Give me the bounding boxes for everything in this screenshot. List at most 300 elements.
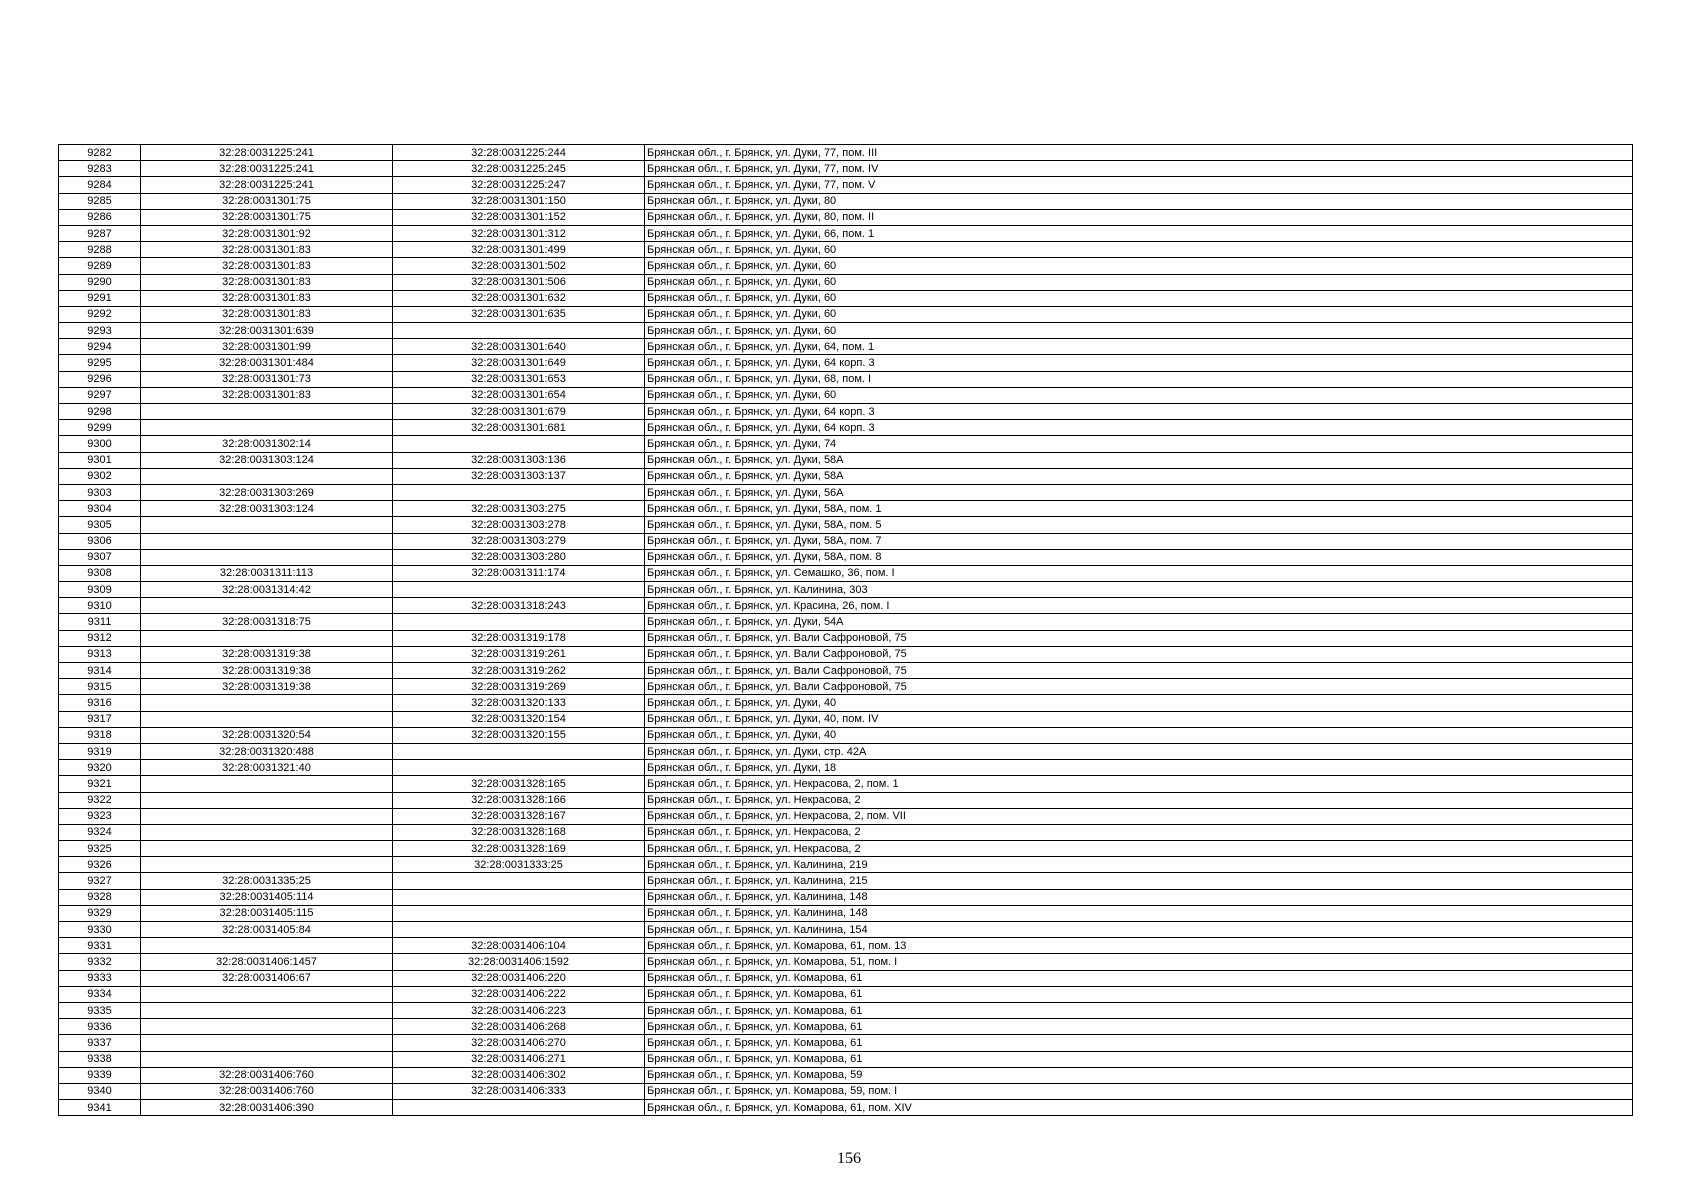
table-row	[59, 711, 1633, 727]
row-number-cell: 9329	[59, 905, 141, 921]
object-cadastral-number-cell	[393, 889, 645, 905]
address-cell: Брянская обл., г. Брянск, ул. Дуки, 60	[645, 242, 1633, 258]
address-cell: Брянская обл., г. Брянск, ул. Некрасова, 2, пом. 1	[645, 776, 1633, 792]
table-row	[59, 841, 1633, 857]
address-cell: Брянская обл., г. Брянск, ул. Дуки, 58А	[645, 468, 1633, 484]
address-cell: Брянская обл., г. Брянск, ул. Дуки, 64 корп. 3	[645, 404, 1633, 420]
address-cell: Брянская обл., г. Брянск, ул. Комарова, 61	[645, 970, 1633, 986]
address-cell: Брянская обл., г. Брянск, ул. Дуки, 60	[645, 323, 1633, 339]
parcel-cadastral-number-cell: 32:28:0031301:73	[141, 371, 393, 387]
row-number-cell: 9313	[59, 646, 141, 662]
address-cell: Брянская обл., г. Брянск, ул. Дуки, 58А, пом. 7	[645, 533, 1633, 549]
row-number-cell: 9297	[59, 387, 141, 403]
object-cadastral-number-cell: 32:28:0031301:152	[393, 209, 645, 225]
parcel-cadastral-number-cell	[141, 549, 393, 565]
address-cell: Брянская обл., г. Брянск, ул. Дуки, 60	[645, 290, 1633, 306]
table-row	[59, 1083, 1633, 1099]
row-number-cell: 9320	[59, 760, 141, 776]
row-number-cell: 9289	[59, 258, 141, 274]
object-cadastral-number-cell: 32:28:0031320:155	[393, 727, 645, 743]
table-row	[59, 743, 1633, 759]
address-cell: Брянская обл., г. Брянск, ул. Дуки, 64 корп. 3	[645, 355, 1633, 371]
table-row	[59, 808, 1633, 824]
object-cadastral-number-cell: 32:28:0031303:280	[393, 549, 645, 565]
row-number-cell: 9323	[59, 808, 141, 824]
row-number-cell: 9301	[59, 452, 141, 468]
table-row	[59, 630, 1633, 646]
row-number-cell: 9305	[59, 517, 141, 533]
object-cadastral-number-cell: 32:28:0031328:169	[393, 841, 645, 857]
parcel-cadastral-number-cell	[141, 824, 393, 840]
parcel-cadastral-number-cell: 32:28:0031301:484	[141, 355, 393, 371]
object-cadastral-number-cell: 32:28:0031301:679	[393, 404, 645, 420]
object-cadastral-number-cell: 32:28:0031328:168	[393, 824, 645, 840]
object-cadastral-number-cell: 32:28:0031301:653	[393, 371, 645, 387]
address-cell: Брянская обл., г. Брянск, ул. Некрасова, 2	[645, 824, 1633, 840]
object-cadastral-number-cell	[393, 873, 645, 889]
parcel-cadastral-number-cell: 32:28:0031406:1457	[141, 954, 393, 970]
address-cell: Брянская обл., г. Брянск, ул. Дуки, 40	[645, 695, 1633, 711]
table-row	[59, 323, 1633, 339]
address-cell: Брянская обл., г. Брянск, ул. Дуки, 58А, пом. 8	[645, 549, 1633, 565]
object-cadastral-number-cell: 32:28:0031406:1592	[393, 954, 645, 970]
row-number-cell: 9319	[59, 743, 141, 759]
row-number-cell: 9321	[59, 776, 141, 792]
parcel-cadastral-number-cell	[141, 1051, 393, 1067]
table-row	[59, 420, 1633, 436]
parcel-cadastral-number-cell: 32:28:0031319:38	[141, 646, 393, 662]
table-row	[59, 387, 1633, 403]
row-number-cell: 9337	[59, 1035, 141, 1051]
address-cell: Брянская обл., г. Брянск, ул. Дуки, 77, пом. III	[645, 145, 1633, 161]
row-number-cell: 9340	[59, 1083, 141, 1099]
table-row	[59, 873, 1633, 889]
object-cadastral-number-cell	[393, 905, 645, 921]
parcel-cadastral-number-cell: 32:28:0031406:760	[141, 1083, 393, 1099]
parcel-cadastral-number-cell	[141, 468, 393, 484]
address-cell: Брянская обл., г. Брянск, ул. Вали Сафроновой, 75	[645, 646, 1633, 662]
parcel-cadastral-number-cell: 32:28:0031405:114	[141, 889, 393, 905]
address-cell: Брянская обл., г. Брянск, ул. Дуки, 54А	[645, 614, 1633, 630]
address-cell: Брянская обл., г. Брянск, ул. Калинина, 219	[645, 857, 1633, 873]
table-row	[59, 1051, 1633, 1067]
row-number-cell: 9315	[59, 679, 141, 695]
address-cell: Брянская обл., г. Брянск, ул. Дуки, 64 корп. 3	[645, 420, 1633, 436]
parcel-cadastral-number-cell	[141, 1019, 393, 1035]
object-cadastral-number-cell: 32:28:0031301:632	[393, 290, 645, 306]
row-number-cell: 9295	[59, 355, 141, 371]
parcel-cadastral-number-cell: 32:28:0031311:113	[141, 565, 393, 581]
parcel-cadastral-number-cell: 32:28:0031318:75	[141, 614, 393, 630]
address-cell: Брянская обл., г. Брянск, ул. Некрасова, 2, пом. VII	[645, 808, 1633, 824]
table-row	[59, 517, 1633, 533]
object-cadastral-number-cell: 32:28:0031319:178	[393, 630, 645, 646]
object-cadastral-number-cell: 32:28:0031406:333	[393, 1083, 645, 1099]
parcel-cadastral-number-cell	[141, 404, 393, 420]
row-number-cell: 9282	[59, 145, 141, 161]
table-row	[59, 1002, 1633, 1018]
table-row	[59, 274, 1633, 290]
object-cadastral-number-cell	[393, 614, 645, 630]
address-cell: Брянская обл., г. Брянск, ул. Комарова, 61	[645, 1019, 1633, 1035]
parcel-cadastral-number-cell	[141, 1035, 393, 1051]
table-row	[59, 857, 1633, 873]
parcel-cadastral-number-cell: 32:28:0031301:75	[141, 209, 393, 225]
object-cadastral-number-cell	[393, 323, 645, 339]
row-number-cell: 9341	[59, 1100, 141, 1116]
row-number-cell: 9317	[59, 711, 141, 727]
address-cell: Брянская обл., г. Брянск, ул. Комарова, 61	[645, 1035, 1633, 1051]
table-row	[59, 468, 1633, 484]
table-row	[59, 242, 1633, 258]
parcel-cadastral-number-cell: 32:28:0031301:99	[141, 339, 393, 355]
object-cadastral-number-cell: 32:28:0031311:174	[393, 565, 645, 581]
object-cadastral-number-cell: 32:28:0031320:154	[393, 711, 645, 727]
parcel-cadastral-number-cell: 32:28:0031406:67	[141, 970, 393, 986]
table-row	[59, 371, 1633, 387]
table-row	[59, 663, 1633, 679]
row-number-cell: 9339	[59, 1067, 141, 1083]
row-number-cell: 9283	[59, 161, 141, 177]
parcel-cadastral-number-cell: 32:28:0031303:269	[141, 484, 393, 500]
parcel-cadastral-number-cell	[141, 841, 393, 857]
parcel-cadastral-number-cell	[141, 986, 393, 1002]
parcel-cadastral-number-cell: 32:28:0031406:390	[141, 1100, 393, 1116]
object-cadastral-number-cell: 32:28:0031320:133	[393, 695, 645, 711]
object-cadastral-number-cell: 32:28:0031301:499	[393, 242, 645, 258]
table-row	[59, 339, 1633, 355]
address-cell: Брянская обл., г. Брянск, ул. Калинина, 148	[645, 889, 1633, 905]
parcel-cadastral-number-cell: 32:28:0031301:83	[141, 242, 393, 258]
address-cell: Брянская обл., г. Брянск, ул. Калинина, 215	[645, 873, 1633, 889]
row-number-cell: 9335	[59, 1002, 141, 1018]
object-cadastral-number-cell: 32:28:0031301:506	[393, 274, 645, 290]
address-cell: Брянская обл., г. Брянск, ул. Вали Сафроновой, 75	[645, 679, 1633, 695]
object-cadastral-number-cell: 32:28:0031301:649	[393, 355, 645, 371]
object-cadastral-number-cell	[393, 1100, 645, 1116]
address-cell: Брянская обл., г. Брянск, ул. Вали Сафроновой, 75	[645, 630, 1633, 646]
object-cadastral-number-cell	[393, 582, 645, 598]
row-number-cell: 9308	[59, 565, 141, 581]
parcel-cadastral-number-cell: 32:28:0031320:54	[141, 727, 393, 743]
row-number-cell: 9318	[59, 727, 141, 743]
table-row	[59, 986, 1633, 1002]
parcel-cadastral-number-cell: 32:28:0031321:40	[141, 760, 393, 776]
table-row	[59, 565, 1633, 581]
address-cell: Брянская обл., г. Брянск, ул. Дуки, 60	[645, 387, 1633, 403]
address-cell: Брянская обл., г. Брянск, ул. Комарова, 51, пом. I	[645, 954, 1633, 970]
row-number-cell: 9316	[59, 695, 141, 711]
table-row	[59, 727, 1633, 743]
table-row	[59, 1035, 1633, 1051]
table-row	[59, 355, 1633, 371]
parcel-cadastral-number-cell	[141, 598, 393, 614]
parcel-cadastral-number-cell: 32:28:0031319:38	[141, 663, 393, 679]
object-cadastral-number-cell: 32:28:0031303:278	[393, 517, 645, 533]
address-cell: Брянская обл., г. Брянск, ул. Дуки, 80, пом. II	[645, 209, 1633, 225]
parcel-cadastral-number-cell	[141, 533, 393, 549]
parcel-cadastral-number-cell: 32:28:0031301:639	[141, 323, 393, 339]
row-number-cell: 9291	[59, 290, 141, 306]
table-row	[59, 776, 1633, 792]
object-cadastral-number-cell: 32:28:0031318:243	[393, 598, 645, 614]
address-cell: Брянская обл., г. Брянск, ул. Дуки, 80	[645, 193, 1633, 209]
row-number-cell: 9288	[59, 242, 141, 258]
table-row	[59, 598, 1633, 614]
address-cell: Брянская обл., г. Брянск, ул. Дуки, 60	[645, 274, 1633, 290]
address-cell: Брянская обл., г. Брянск, ул. Дуки, 60	[645, 306, 1633, 322]
parcel-cadastral-number-cell	[141, 1002, 393, 1018]
table-row	[59, 145, 1633, 161]
object-cadastral-number-cell: 32:28:0031319:261	[393, 646, 645, 662]
table-row	[59, 501, 1633, 517]
parcel-cadastral-number-cell: 32:28:0031225:241	[141, 145, 393, 161]
parcel-cadastral-number-cell: 32:28:0031320:488	[141, 743, 393, 759]
address-cell: Брянская обл., г. Брянск, ул. Комарова, 61	[645, 1002, 1633, 1018]
row-number-cell: 9292	[59, 306, 141, 322]
object-cadastral-number-cell: 32:28:0031303:136	[393, 452, 645, 468]
parcel-cadastral-number-cell: 32:28:0031335:25	[141, 873, 393, 889]
object-cadastral-number-cell	[393, 743, 645, 759]
parcel-cadastral-number-cell	[141, 711, 393, 727]
property-table	[58, 144, 1633, 1116]
table-row	[59, 922, 1633, 938]
object-cadastral-number-cell: 32:28:0031319:269	[393, 679, 645, 695]
object-cadastral-number-cell	[393, 436, 645, 452]
parcel-cadastral-number-cell: 32:28:0031314:42	[141, 582, 393, 598]
object-cadastral-number-cell: 32:28:0031301:502	[393, 258, 645, 274]
table-row	[59, 225, 1633, 241]
object-cadastral-number-cell: 32:28:0031319:262	[393, 663, 645, 679]
parcel-cadastral-number-cell	[141, 517, 393, 533]
address-cell: Брянская обл., г. Брянск, ул. Комарова, 61, пом. 13	[645, 938, 1633, 954]
table-row	[59, 533, 1633, 549]
page-number: 156	[837, 1150, 861, 1167]
address-cell: Брянская обл., г. Брянск, ул. Комарова, 61, пом. XIV	[645, 1100, 1633, 1116]
address-cell: Брянская обл., г. Брянск, ул. Некрасова, 2	[645, 792, 1633, 808]
address-cell: Брянская обл., г. Брянск, ул. Дуки, 74	[645, 436, 1633, 452]
parcel-cadastral-number-cell: 32:28:0031301:92	[141, 225, 393, 241]
table-row	[59, 970, 1633, 986]
object-cadastral-number-cell: 32:28:0031328:166	[393, 792, 645, 808]
address-cell: Брянская обл., г. Брянск, ул. Дуки, 58А	[645, 452, 1633, 468]
row-number-cell: 9287	[59, 225, 141, 241]
row-number-cell: 9294	[59, 339, 141, 355]
address-cell: Брянская обл., г. Брянск, ул. Дуки, 18	[645, 760, 1633, 776]
table-row	[59, 484, 1633, 500]
object-cadastral-number-cell: 32:28:0031333:25	[393, 857, 645, 873]
table-row	[59, 582, 1633, 598]
address-cell: Брянская обл., г. Брянск, ул. Дуки, 77, пом. V	[645, 177, 1633, 193]
object-cadastral-number-cell: 32:28:0031406:104	[393, 938, 645, 954]
row-number-cell: 9285	[59, 193, 141, 209]
parcel-cadastral-number-cell	[141, 695, 393, 711]
row-number-cell: 9284	[59, 177, 141, 193]
row-number-cell: 9306	[59, 533, 141, 549]
parcel-cadastral-number-cell: 32:28:0031301:83	[141, 306, 393, 322]
row-number-cell: 9326	[59, 857, 141, 873]
row-number-cell: 9334	[59, 986, 141, 1002]
parcel-cadastral-number-cell	[141, 776, 393, 792]
row-number-cell: 9300	[59, 436, 141, 452]
table-row	[59, 954, 1633, 970]
table-row	[59, 549, 1633, 565]
row-number-cell: 9314	[59, 663, 141, 679]
table-row	[59, 404, 1633, 420]
table-row	[59, 452, 1633, 468]
table-row	[59, 695, 1633, 711]
address-cell: Брянская обл., г. Брянск, ул. Дуки, 58А, пом. 1	[645, 501, 1633, 517]
object-cadastral-number-cell	[393, 484, 645, 500]
address-cell: Брянская обл., г. Брянск, ул. Дуки, 56А	[645, 484, 1633, 500]
table-row	[59, 792, 1633, 808]
address-cell: Брянская обл., г. Брянск, ул. Комарова, 59	[645, 1067, 1633, 1083]
address-cell: Брянская обл., г. Брянск, ул. Дуки, 68, пом. I	[645, 371, 1633, 387]
parcel-cadastral-number-cell	[141, 938, 393, 954]
table-row	[59, 646, 1633, 662]
object-cadastral-number-cell: 32:28:0031406:220	[393, 970, 645, 986]
object-cadastral-number-cell: 32:28:0031406:268	[393, 1019, 645, 1035]
row-number-cell: 9309	[59, 582, 141, 598]
row-number-cell: 9338	[59, 1051, 141, 1067]
object-cadastral-number-cell: 32:28:0031406:302	[393, 1067, 645, 1083]
parcel-cadastral-number-cell: 32:28:0031225:241	[141, 161, 393, 177]
object-cadastral-number-cell: 32:28:0031406:271	[393, 1051, 645, 1067]
row-number-cell: 9322	[59, 792, 141, 808]
parcel-cadastral-number-cell: 32:28:0031405:84	[141, 922, 393, 938]
object-cadastral-number-cell: 32:28:0031225:244	[393, 145, 645, 161]
table-row	[59, 306, 1633, 322]
object-cadastral-number-cell: 32:28:0031303:275	[393, 501, 645, 517]
object-cadastral-number-cell: 32:28:0031406:222	[393, 986, 645, 1002]
parcel-cadastral-number-cell: 32:28:0031225:241	[141, 177, 393, 193]
row-number-cell: 9333	[59, 970, 141, 986]
address-cell: Брянская обл., г. Брянск, ул. Вали Сафроновой, 75	[645, 663, 1633, 679]
row-number-cell: 9290	[59, 274, 141, 290]
address-cell: Брянская обл., г. Брянск, ул. Комарова, 59, пом. I	[645, 1083, 1633, 1099]
row-number-cell: 9325	[59, 841, 141, 857]
address-cell: Брянская обл., г. Брянск, ул. Калинина, 148	[645, 905, 1633, 921]
table-row	[59, 290, 1633, 306]
object-cadastral-number-cell: 32:28:0031303:279	[393, 533, 645, 549]
row-number-cell: 9304	[59, 501, 141, 517]
table-row	[59, 1100, 1633, 1116]
table-row	[59, 889, 1633, 905]
row-number-cell: 9332	[59, 954, 141, 970]
parcel-cadastral-number-cell: 32:28:0031301:83	[141, 258, 393, 274]
table-row	[59, 193, 1633, 209]
object-cadastral-number-cell: 32:28:0031406:270	[393, 1035, 645, 1051]
property-table-body	[59, 145, 1633, 1116]
object-cadastral-number-cell: 32:28:0031301:640	[393, 339, 645, 355]
parcel-cadastral-number-cell: 32:28:0031319:38	[141, 679, 393, 695]
address-cell: Брянская обл., г. Брянск, ул. Семашко, 36, пом. I	[645, 565, 1633, 581]
row-number-cell: 9302	[59, 468, 141, 484]
address-cell: Брянская обл., г. Брянск, ул. Калинина, 154	[645, 922, 1633, 938]
row-number-cell: 9331	[59, 938, 141, 954]
table-row	[59, 824, 1633, 840]
row-number-cell: 9336	[59, 1019, 141, 1035]
address-cell: Брянская обл., г. Брянск, ул. Дуки, 40, пом. IV	[645, 711, 1633, 727]
address-cell: Брянская обл., г. Брянск, ул. Дуки, 66, пом. 1	[645, 225, 1633, 241]
object-cadastral-number-cell: 32:28:0031301:312	[393, 225, 645, 241]
table-row	[59, 679, 1633, 695]
parcel-cadastral-number-cell	[141, 808, 393, 824]
parcel-cadastral-number-cell: 32:28:0031301:75	[141, 193, 393, 209]
row-number-cell: 9312	[59, 630, 141, 646]
parcel-cadastral-number-cell: 32:28:0031302:14	[141, 436, 393, 452]
table-row	[59, 905, 1633, 921]
parcel-cadastral-number-cell: 32:28:0031406:760	[141, 1067, 393, 1083]
parcel-cadastral-number-cell	[141, 630, 393, 646]
address-cell: Брянская обл., г. Брянск, ул. Комарова, 61	[645, 986, 1633, 1002]
row-number-cell: 9330	[59, 922, 141, 938]
table-row	[59, 938, 1633, 954]
parcel-cadastral-number-cell: 32:28:0031303:124	[141, 452, 393, 468]
object-cadastral-number-cell	[393, 760, 645, 776]
row-number-cell: 9303	[59, 484, 141, 500]
table-row	[59, 436, 1633, 452]
table-row	[59, 614, 1633, 630]
parcel-cadastral-number-cell: 32:28:0031405:115	[141, 905, 393, 921]
row-number-cell: 9299	[59, 420, 141, 436]
table-row	[59, 258, 1633, 274]
parcel-cadastral-number-cell: 32:28:0031301:83	[141, 274, 393, 290]
row-number-cell: 9296	[59, 371, 141, 387]
object-cadastral-number-cell	[393, 922, 645, 938]
address-cell: Брянская обл., г. Брянск, ул. Дуки, 58А, пом. 5	[645, 517, 1633, 533]
object-cadastral-number-cell: 32:28:0031301:150	[393, 193, 645, 209]
row-number-cell: 9327	[59, 873, 141, 889]
row-number-cell: 9298	[59, 404, 141, 420]
parcel-cadastral-number-cell: 32:28:0031301:83	[141, 387, 393, 403]
address-cell: Брянская обл., г. Брянск, ул. Дуки, 60	[645, 258, 1633, 274]
address-cell: Брянская обл., г. Брянск, ул. Комарова, 61	[645, 1051, 1633, 1067]
row-number-cell: 9328	[59, 889, 141, 905]
address-cell: Брянская обл., г. Брянск, ул. Дуки, стр. 42А	[645, 743, 1633, 759]
parcel-cadastral-number-cell	[141, 792, 393, 808]
row-number-cell: 9286	[59, 209, 141, 225]
table-row	[59, 760, 1633, 776]
parcel-cadastral-number-cell	[141, 420, 393, 436]
object-cadastral-number-cell: 32:28:0031301:654	[393, 387, 645, 403]
object-cadastral-number-cell: 32:28:0031301:635	[393, 306, 645, 322]
table-row	[59, 177, 1633, 193]
object-cadastral-number-cell: 32:28:0031328:167	[393, 808, 645, 824]
parcel-cadastral-number-cell	[141, 857, 393, 873]
table-row	[59, 209, 1633, 225]
address-cell: Брянская обл., г. Брянск, ул. Калинина, 303	[645, 582, 1633, 598]
parcel-cadastral-number-cell: 32:28:0031301:83	[141, 290, 393, 306]
object-cadastral-number-cell: 32:28:0031225:247	[393, 177, 645, 193]
address-cell: Брянская обл., г. Брянск, ул. Красина, 26, пом. I	[645, 598, 1633, 614]
parcel-cadastral-number-cell: 32:28:0031303:124	[141, 501, 393, 517]
address-cell: Брянская обл., г. Брянск, ул. Некрасова, 2	[645, 841, 1633, 857]
table-row	[59, 161, 1633, 177]
row-number-cell: 9324	[59, 824, 141, 840]
row-number-cell: 9293	[59, 323, 141, 339]
row-number-cell: 9307	[59, 549, 141, 565]
object-cadastral-number-cell: 32:28:0031328:165	[393, 776, 645, 792]
object-cadastral-number-cell: 32:28:0031303:137	[393, 468, 645, 484]
address-cell: Брянская обл., г. Брянск, ул. Дуки, 64, пом. 1	[645, 339, 1633, 355]
row-number-cell: 9311	[59, 614, 141, 630]
address-cell: Брянская обл., г. Брянск, ул. Дуки, 77, пом. IV	[645, 161, 1633, 177]
table-row	[59, 1067, 1633, 1083]
object-cadastral-number-cell: 32:28:0031225:245	[393, 161, 645, 177]
object-cadastral-number-cell: 32:28:0031301:681	[393, 420, 645, 436]
object-cadastral-number-cell: 32:28:0031406:223	[393, 1002, 645, 1018]
